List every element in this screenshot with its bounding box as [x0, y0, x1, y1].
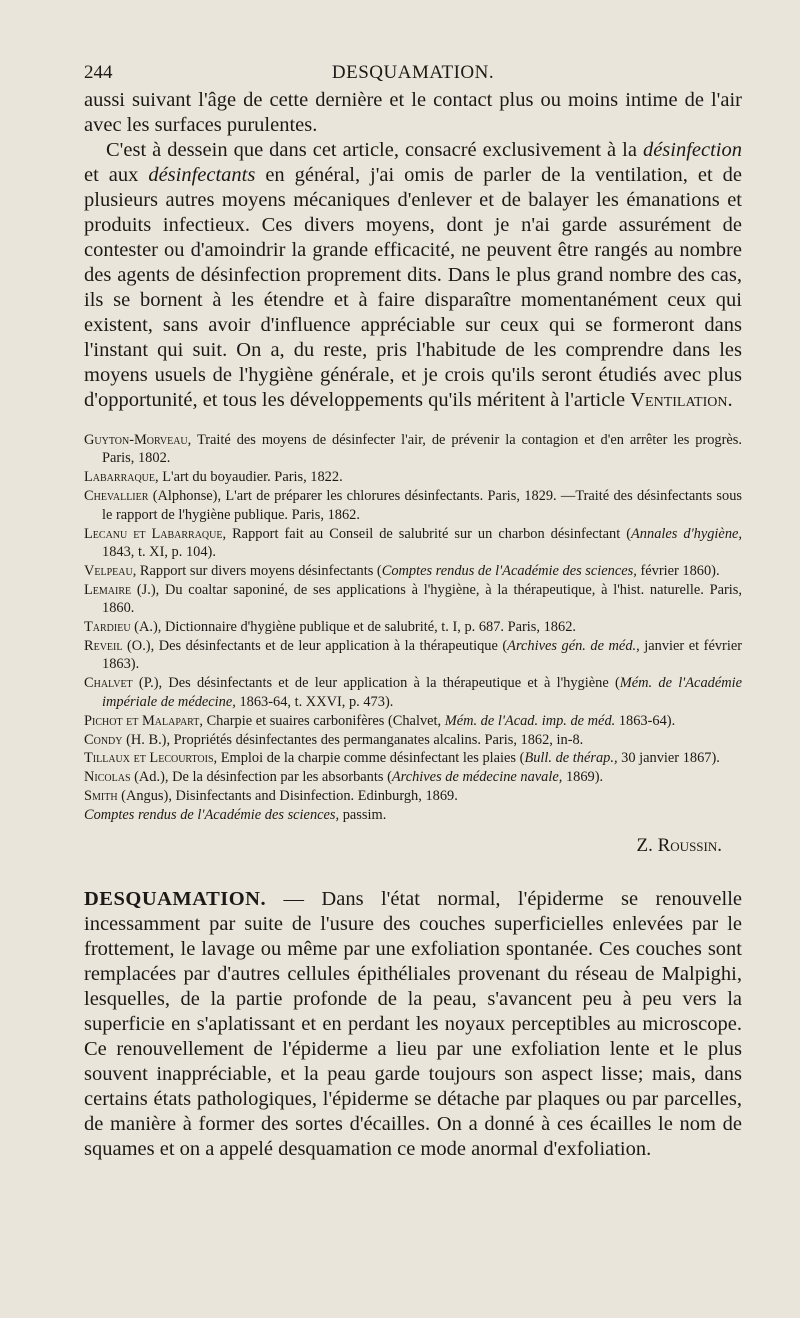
entry-headword: DESQUAMATION.	[84, 887, 267, 910]
reference-item: Reveil (O.), Des désinfectants et de leur application à la thérapeutique (Archives gén. de méd., janvier et février 1863).	[84, 637, 742, 673]
reference-item: Condy (H. B.), Propriétés désinfectantes des permanganates alcalins. Paris, 1862, in-8.	[84, 731, 584, 748]
reference-item: Chalvet (P.), Des désinfectants et de leur application à la thérapeutique et à l'hygiène (Mém. de l'Académie impériale de médecine, 1863-64, t. XXVI, p. 473).	[84, 675, 742, 710]
paragraph-continuation: aussi suivant l'âge de cette dernière et le contact plus ou moins intime de l'air avec les surfaces purulentes.	[84, 89, 742, 136]
page-header	[84, 56, 742, 88]
reference-item: Comptes rendus de l'Académie des sciences, passim.	[84, 807, 387, 824]
author-signature: Z. Roussin.	[636, 834, 722, 856]
entry-text: — Dans l'état normal, l'épiderme se renouvelle incessamment par suite de l'usure des couches superficielles enlevées par le frottement, le lavage ou même par une exfoliation spontanée. Ces couches sont remplacées par d'autres cellules épithéliales provenant du réseau de Malpighi, lesquelles, de la partie profonde de la peau, s'avancent peu à peu vers la superficie en s'aplatissant et en perdant les noyaux perceptibles au microscope. Ce renouvellement de l'épiderme a lieu par une exfoliation lente et le plus souvent inappréciable, et la peau garde toujours son aspect lisse; mais, dans certains états pathologiques, l'épiderme se détache par plaques ou par parcelles, de manière à former des sortes d'écailles. On a donné à ces écailles le nom de squames et on a appelé desquamation ce mode anormal d'exfoliation.	[84, 887, 742, 1160]
desquamation-entry	[84, 887, 742, 1162]
reference-item: Smith (Angus), Disinfectants and Disinfection. Edinburgh, 1869.	[84, 788, 458, 805]
cross-reference-ventilation: Ventilation.	[630, 389, 733, 411]
bibliography	[84, 431, 742, 825]
reference-item: Nicolas (Ad.), De la désinfection par les absorbants (Archives de médecine navale, 1869).	[84, 769, 604, 786]
reference-item: Guyton-Morveau, Traité des moyens de désinfecter l'air, de prévenir la contagion et d'en arrêter les progrès. Paris, 1802.	[84, 432, 742, 467]
reference-item: Tardieu (A.), Dictionnaire d'hygiène publique et de salubrité, t. I, p. 687. Paris, 1862.	[84, 619, 576, 636]
reference-item: Tillaux et Lecourtois, Emploi de la charpie comme désinfectant les plaies (Bull. de thérap., 30 janvier 1867).	[84, 750, 720, 767]
reference-item: Lemaire (J.), Du coaltar saponiné, de ses applications à l'hygiène, à la thérapeutique, à l'hist. naturelle. Paris, 1860.	[84, 581, 742, 617]
reference-item: Velpeau, Rapport sur divers moyens désinfectants (Comptes rendus de l'Académie des sciences, février 1860).	[84, 562, 720, 579]
reference-item: Chevallier (Alphonse), L'art de préparer les chlorures désinfectants. Paris, 1829. —Traité des désinfectants sous le rapport de l'hygiène publique. Paris, 1862.	[84, 488, 742, 523]
reference-item: Pichot et Malapart, Charpie et suaires carbonifères (Chalvet, Mém. de l'Acad. imp. de méd. 1863-64).	[84, 712, 676, 729]
page-number: 244	[84, 62, 113, 83]
article-body	[84, 88, 742, 413]
reference-item: Lecanu et Labarraque, Rapport fait au Conseil de salubrité sur un charbon désinfectant (Annales d'hygiène, 1843, t. XI, p. 104).	[84, 525, 742, 560]
paragraph-ventilation-note: C'est à dessein que dans cet article, consacré exclusivement à la désinfection et aux désinfectants en général, j'ai omis de parler de la ventilation, et de plusieurs autres moyens mécaniques d'enlever et de balayer les émanations et produits infectieux. Ces divers moyens, dont je n'ai garde assurément de contester ou d'amoindrir la grande efficacité, ne peuvent être rangés au nombre des agents de désinfection proprement dits. Dans le plus grand nombre des cas, ils se bornent à les étendre et à faire disparaître momentanément ceux qui existent, sans avoir d'influence appréciable sur ceux qui se formeront dans l'instant qui suit. On a, du reste, pris l'habitude de les comprendre dans les moyens usuels de l'hygiène générale, et je crois qu'ils seront étudiés avec plus d'opportunité, et tous les développements qu'ils méritent à l'article Ventilation.	[84, 139, 742, 411]
running-title: DESQUAMATION.	[331, 62, 495, 83]
reference-item: Labarraque, L'art du boyaudier. Paris, 1822.	[84, 469, 343, 486]
